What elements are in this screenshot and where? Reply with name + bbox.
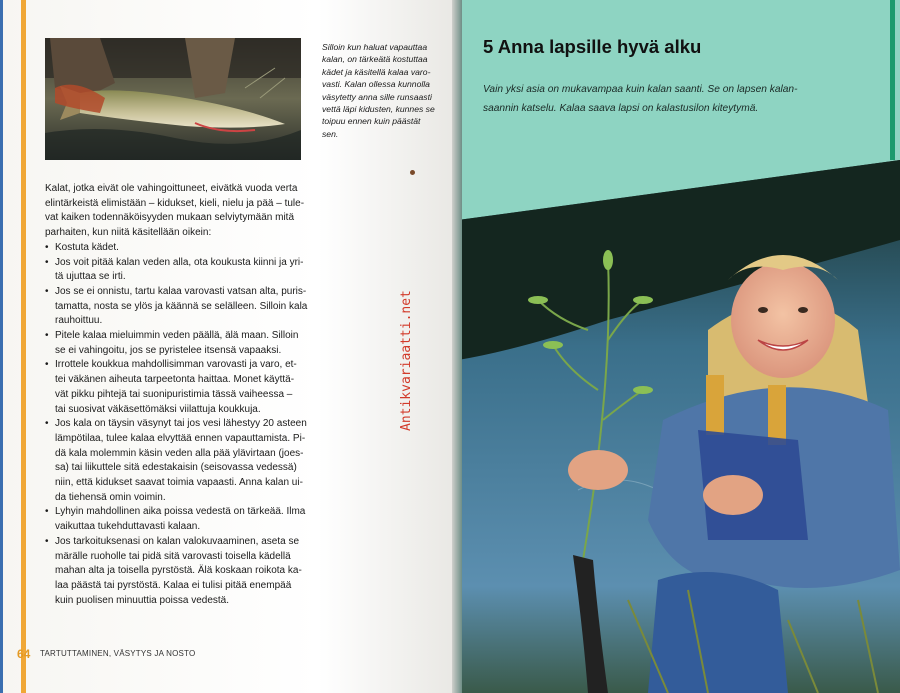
running-footer: TARTUTTAMINEN, VÄSYTYS JA NOSTO [40,649,196,658]
bullet-continuation: märälle ruoholle tai pidä sitä varovasti toisella kädellä [55,550,291,562]
caption-line: kädet ja käsitellä kalaa varo- [322,66,431,77]
bullet-item: • Jos se ei onnistu, tartu kalaa varovasti vatsan alta, puris- [45,285,307,300]
photo-caption [322,41,444,140]
caption-line: kalan, on tärkeätä kostuttaa [322,54,428,65]
bullet-continuation: tei väkänen aiheuta tarpeetonta haittaa. Monet käyttä- [55,374,295,386]
intro-line: Kalat, jotka eivät ole vahingoittuneet, eivätkä vuoda verta [45,183,298,194]
bullet-continuation: da tiehensä omin voimin. [55,491,166,503]
bullet-continuation: kuin puolisen minuuttia poissa vedestä. [55,594,229,606]
page-edge [0,0,3,693]
intro-line: vat kaiken todennäköisyyden mukaan selviytymään mitä [45,212,295,224]
chapter-intro-line: Vain yksi asia on mukavampaa kuin kalan saanti. Se on lapsen kalan- [483,84,798,95]
chapter-intro [483,80,853,118]
caption-line: väsytetty anna sille runsaasti [322,91,432,102]
bullet-continuation: mahan alta ja toisella pyrstöstä. Älä koskaan roikota ka- [55,565,302,577]
bullet-item: • Jos tarkoituksenasi on kalan valokuvaaminen, aseta se [45,535,307,550]
bullet-continuation: vaikuttaa tukehduttavasti kalaan. [55,521,201,533]
caption-line: sen. [322,128,339,139]
bullet-continuation: rauhoittuu. [55,315,103,327]
bullet-item: • Jos voit pitää kalan veden alla, ota koukusta kiinni ja yri- [45,256,307,271]
teal-margin-rule [890,0,895,160]
caption-line: vettä läpi kidusten, kunnes se [322,104,435,115]
bullet-item: • Pitele kalaa mieluimmin veden päällä, älä maan. Silloin [45,329,307,344]
watermark [396,268,416,433]
bullet-continuation: vät pikku pihtejä tai suonipuristimia tässä vaiheessa – [55,388,293,400]
intro-line: elintärkeistä elimistään – kidukset, kieli, nielu ja pää – tule- [45,197,305,209]
page-number: 64 [17,647,31,661]
bullet-continuation: sa) tai liikuttele sitä edestakaisin (seisovassa vedessä) [55,462,297,474]
orange-margin-rule [21,0,26,693]
chapter-intro-line: saannin katselu. Kalaa saava lapsi on kalastusilon kiteytymä. [483,103,759,114]
bullet-continuation: tä ujuttaa se irti. [55,271,126,283]
bullet-continuation: se ei vahingoitu, jos se pyristelee itsensä vapaaksi. [55,344,282,356]
bullet-continuation: laa päästä tai pyrstöstä. Kalaa ei tulisi pitää enempää [55,579,292,591]
bullet-item: • Kostuta kädet. [45,241,307,256]
intro-line: parhaiten, kun niitä käsitellään oikein: [45,227,212,239]
bullet-continuation: dä kala molemmin käsin veden alla pää ylävirtaan (joes- [55,447,304,459]
bullet-item: • Jos kala on täysin väsynyt tai jos vesi lähestyy 20 asteen [45,417,307,432]
watermark-text: Antikvariaatti.net [399,290,414,431]
girl-with-fish-photo [458,160,900,693]
fish-release-photo [45,38,301,160]
bullet-item: • Irrottele koukkua mahdollisimman varovasti ja varo, et- [45,358,307,373]
paper-stain [410,170,415,175]
bullet-continuation: niin, että kidukset saavat toimia vapaasti. Anna kalan ui- [55,477,303,489]
bullet-continuation: tai suosivat väkäsettömäksi viilattuja koukkuja. [55,403,261,415]
caption-line: toipuu ennen kuin päästät [322,116,421,127]
caption-line: Silloin kun haluat vapauttaa [322,42,428,52]
book-spine [452,0,462,693]
bullet-item: • Lyhyin mahdollinen aika poissa vedestä on tärkeää. Ilma [45,505,307,520]
bullet-continuation: lämpötilaa, tulee kalaa elvyttää ennen vapauttamista. Pi- [55,432,306,444]
body-text [45,182,307,608]
chapter-title: 5 Anna lapsille hyvä alku [483,36,702,57]
bullet-continuation: tamatta, nosta se ylös ja käännä se selälleen. Silloin kala [55,300,308,312]
caption-line: vasti. Kalan ollessa kunnolla [322,79,430,90]
